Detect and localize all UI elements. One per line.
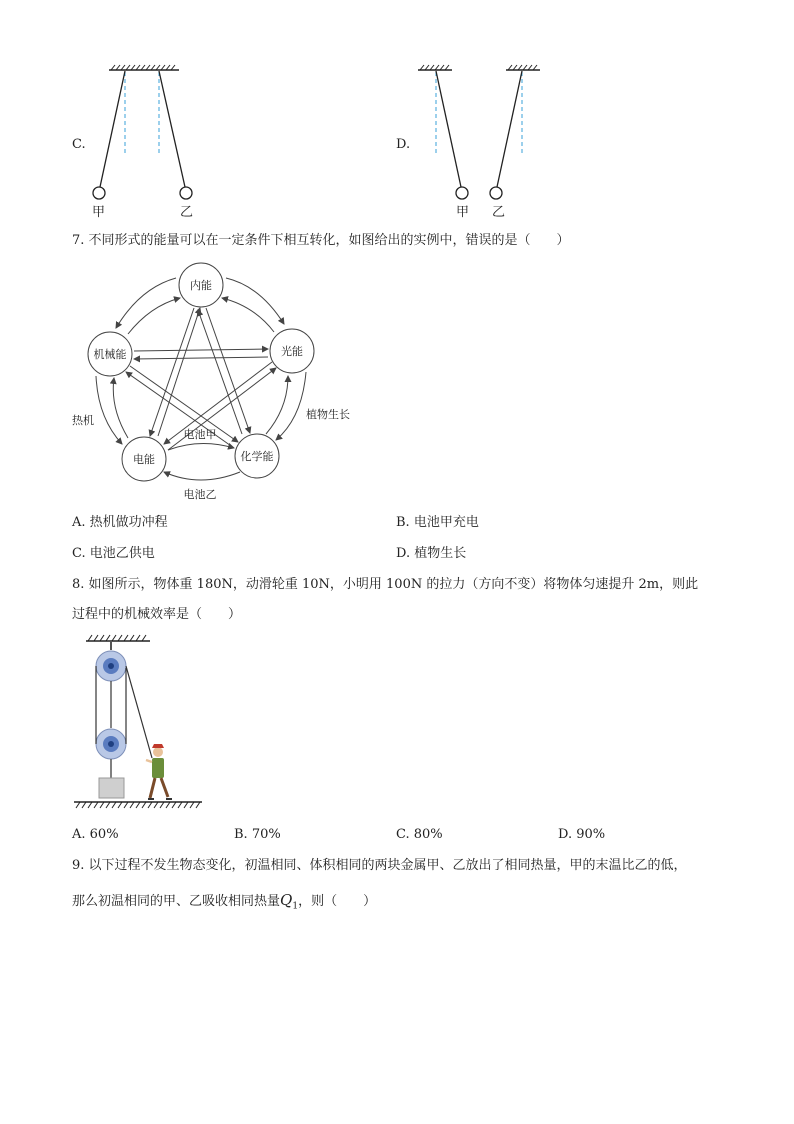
arrow-light-to-electric	[164, 362, 272, 444]
pendulum-bob-yi	[180, 187, 192, 199]
q9-stem-line2-after: ，则（ ）	[298, 894, 377, 909]
arrow-mechanical-to-electric	[96, 376, 122, 444]
arrow-light-to-chemical	[276, 372, 306, 440]
q7-option-c: C. 电池乙供电	[72, 546, 155, 561]
label-heat-engine: 热机	[72, 414, 94, 427]
pull-rope	[126, 666, 152, 758]
node-internal-label: 内能	[190, 279, 212, 292]
option-c-label: C.	[72, 137, 86, 152]
q9-stem-line2-before: 那么初温相同的甲、乙吸收相同热量	[72, 894, 281, 909]
arrow-mechanical-to-internal	[128, 298, 180, 334]
arrow-chemical-to-light	[266, 376, 288, 434]
q9-stem-line1: 9. 以下过程不发生物态变化，初温相同、体积相同的两块金属甲、乙放出了相同热量，甲的末温比乙的低，	[72, 858, 687, 873]
pendulum-figure-d	[410, 62, 550, 222]
pendulum-string-jia	[436, 71, 461, 187]
label-battery-yi: 电池乙	[183, 488, 217, 501]
label-jia-d: 甲	[456, 205, 470, 220]
q-subscript: 1	[292, 901, 299, 912]
q8-option-b: B. 70%	[234, 827, 281, 842]
pendulum-bob-jia	[456, 187, 468, 199]
arrow-chemical-to-internal	[198, 310, 242, 434]
q8-stem-line1: 8. 如图所示，物体重 180N，动滑轮重 10N，小明用 100N 的拉力（方向不变）将物体匀速提升 2m，则此	[72, 577, 699, 592]
arrow-internal-to-electric	[150, 308, 194, 436]
q7-option-d: D. 植物生长	[396, 546, 467, 561]
node-light-label: 光能	[281, 345, 303, 358]
pendulum-bob-yi	[490, 187, 502, 199]
weight-block	[99, 778, 124, 798]
label-plant-growth: 植物生长	[306, 408, 350, 421]
arrow-internal-to-light	[226, 278, 284, 324]
q8-stem-line2: 过程中的机械效率是（ ）	[72, 607, 242, 622]
node-electric-label: 电能	[133, 453, 155, 466]
arrow-light-to-internal	[222, 298, 274, 332]
pulley-figure	[70, 632, 210, 814]
q7-option-a: A. 热机做功冲程	[72, 515, 168, 530]
label-yi-d: 乙	[492, 205, 506, 220]
arrow-electric-to-internal	[158, 308, 200, 436]
arrow-chemical-to-electric	[164, 472, 240, 480]
pendulum-string-yi	[159, 71, 185, 187]
arrow-mechanical-to-light	[134, 349, 268, 351]
q7-stem: 7. 不同形式的能量可以在一定条件下相互转化，如图给出的实例中，错误的是（ ）	[72, 233, 570, 248]
pendulum-string-yi	[497, 71, 522, 187]
option-d-label: D.	[396, 137, 411, 152]
node-mechanical-label: 机械能	[93, 348, 127, 361]
energy-conversion-diagram	[70, 258, 370, 508]
arrow-electric-to-mechanical	[113, 378, 128, 438]
q9-stem-line2	[72, 892, 376, 915]
q8-option-d: D. 90%	[558, 827, 606, 842]
pendulum-figure-c	[85, 62, 215, 222]
arrow-internal-to-chemical	[206, 308, 250, 433]
arrow-electric-to-chemical	[168, 443, 234, 450]
label-yi-c: 乙	[180, 205, 194, 220]
pendulum-bob-jia	[93, 187, 105, 199]
q-symbol: Q	[280, 891, 293, 909]
node-chemical-label: 化学能	[240, 450, 274, 463]
label-jia-c: 甲	[92, 205, 106, 220]
q7-option-b: B. 电池甲充电	[396, 515, 479, 530]
pendulum-string-jia	[100, 71, 125, 187]
q8-option-a: A. 60%	[72, 827, 119, 842]
label-battery-jia: 电池甲	[183, 428, 217, 441]
q8-option-c: C. 80%	[396, 827, 443, 842]
arrow-light-to-mechanical	[134, 357, 268, 359]
